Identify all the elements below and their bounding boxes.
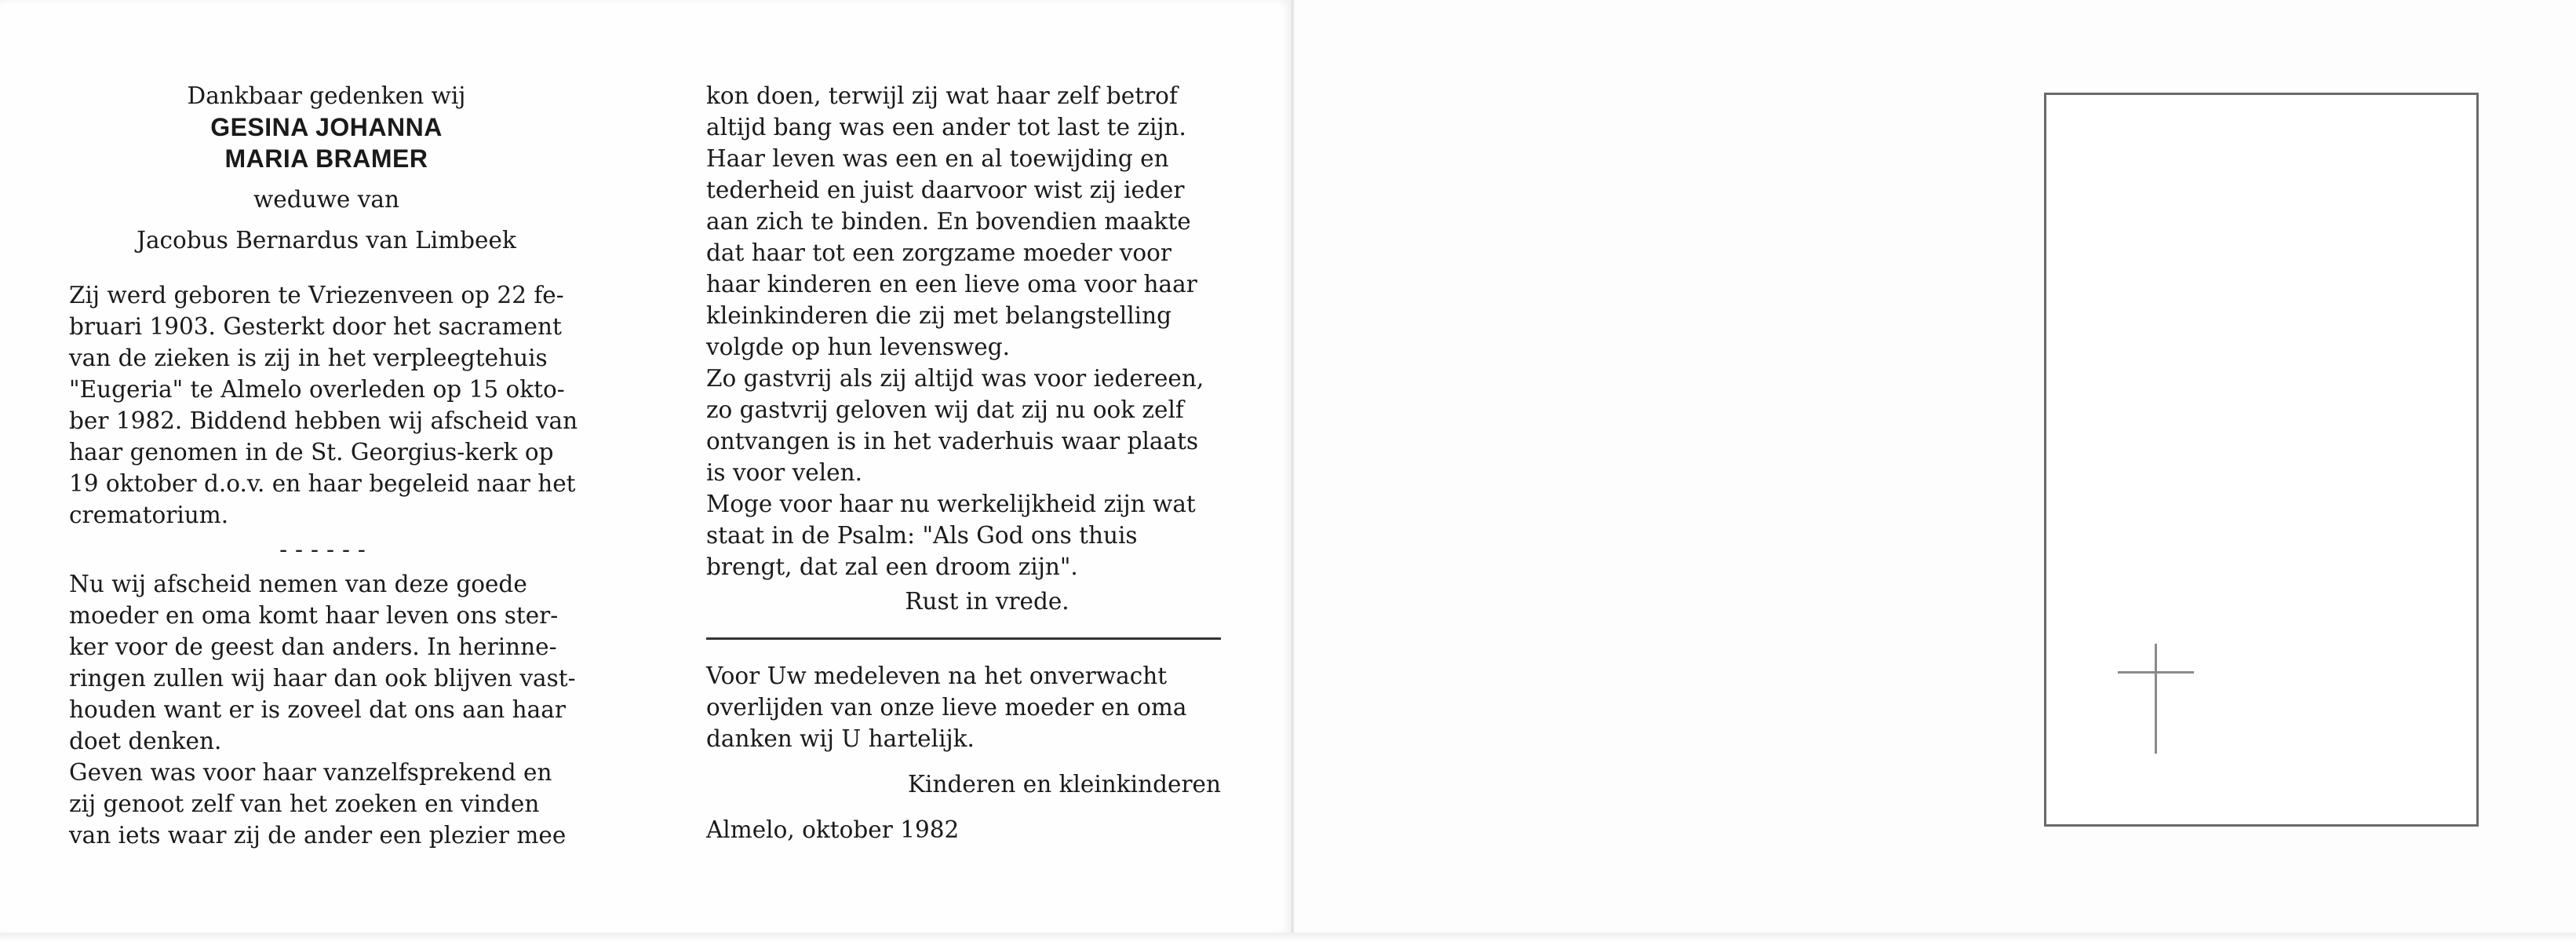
thanks-line: overlijden van onze lieve moeder en oma [706, 694, 1187, 721]
bio-line: haar genomen in de St. Georgius-kerk op [69, 439, 554, 466]
text-line: aan zich te binden. En bovendien maakte [706, 208, 1191, 235]
bio-line: "Eugeria" te Almelo overleden op 15 okto- [69, 376, 565, 403]
place-date-line: Almelo, oktober 1982 [706, 816, 960, 843]
tribute-line: houden want er is zoveel dat ons aan haar [69, 696, 566, 723]
bio-line: Zij werd geboren te Vriezenveen op 22 fe- [69, 282, 564, 309]
deceased-name-line-1: GESINA JOHANNA [210, 113, 443, 141]
text-line: Haar leven was een en al toewijding en [706, 145, 1169, 172]
signature-line: Kinderen en kleinkinderen [908, 771, 1221, 798]
continued-paragraph [706, 80, 1221, 582]
rest-in-peace: Rust in vrede. [905, 588, 1069, 615]
text-line: dat haar tot een zorgzame moeder voor [706, 239, 1172, 266]
tribute-line: moeder en oma komt haar leven ons ster- [69, 602, 559, 629]
text-line: is voor velen. [706, 459, 863, 486]
tribute-line: Geven was voor haar vanzelfsprekend en [69, 759, 552, 786]
card-shadow [0, 933, 2576, 942]
thanks-line: Voor Uw medeleven na het onverwacht [706, 663, 1168, 689]
biography-paragraph [69, 279, 584, 531]
text-line: staat in de Psalm: "Als God ons thuis [706, 522, 1138, 549]
bio-line: crematorium. [69, 502, 229, 528]
widow-of-line: weduwe van [253, 186, 399, 213]
text-line: volgde op hun levensweg. [706, 334, 1010, 360]
text-line: tederheid en juist daarvoor wist zij ieder [706, 177, 1185, 203]
text-line: haar kinderen en een lieve oma voor haar [706, 271, 1197, 298]
tribute-line: zij genoot zelf van het zoeken en vinden [69, 790, 540, 817]
tribute-line: doet denken. [69, 728, 222, 754]
text-line: ontvangen is in het vaderhuis waar plaats [706, 428, 1199, 455]
cross-icon-horizontal-bar [2118, 671, 2194, 674]
cross-icon-vertical-bar [2155, 644, 2157, 754]
text-line: altijd bang was een ander tot last te zijn. [706, 114, 1186, 141]
bio-line: bruari 1903. Gesterkt door het sacrament [69, 313, 562, 340]
text-line: Zo gastvrij als zij altijd was voor iedereen, [706, 365, 1204, 392]
deceased-name-line-2: MARIA BRAMER [224, 144, 428, 173]
tribute-line: van iets waar zij de ander een plezier mee [69, 822, 567, 849]
thanks-line: danken wij U hartelijk. [706, 725, 975, 752]
memorial-frame [2044, 93, 2479, 827]
text-line: brengt, dat zal een droom zijn". [706, 553, 1078, 580]
text-line: zo gastvrij geloven wij dat zij nu ook zelf [706, 396, 1184, 423]
bio-line: ber 1982. Biddend hebben wij afscheid van [69, 407, 578, 434]
horizontal-rule [706, 637, 1221, 640]
dotted-separator: ------ [279, 536, 373, 563]
text-line: Moge voor haar nu werkelijkheid zijn wat [706, 491, 1196, 517]
text-line: kon doen, terwijl zij wat haar zelf betrof [706, 82, 1178, 109]
bio-line: 19 oktober d.o.v. en haar begeleid naar het [69, 470, 576, 497]
middle-text-column [706, 80, 1221, 845]
thanks-paragraph [706, 660, 1221, 754]
intro-line: Dankbaar gedenken wij [187, 82, 466, 109]
tribute-line: Nu wij afscheid nemen van deze goede [69, 571, 527, 597]
left-text-column [69, 80, 584, 851]
husband-name: Jacobus Bernardus van Limbeek [137, 227, 516, 254]
tribute-paragraph [69, 568, 584, 851]
bio-line: van de zieken is zij in het verpleegtehuis [69, 345, 548, 371]
tribute-line: ker voor de geest dan anders. In herinne- [69, 633, 557, 660]
text-line: kleinkinderen die zij met belangstelling [706, 302, 1171, 329]
tribute-line: ringen zullen wij haar dan ook blijven vast- [69, 665, 576, 692]
